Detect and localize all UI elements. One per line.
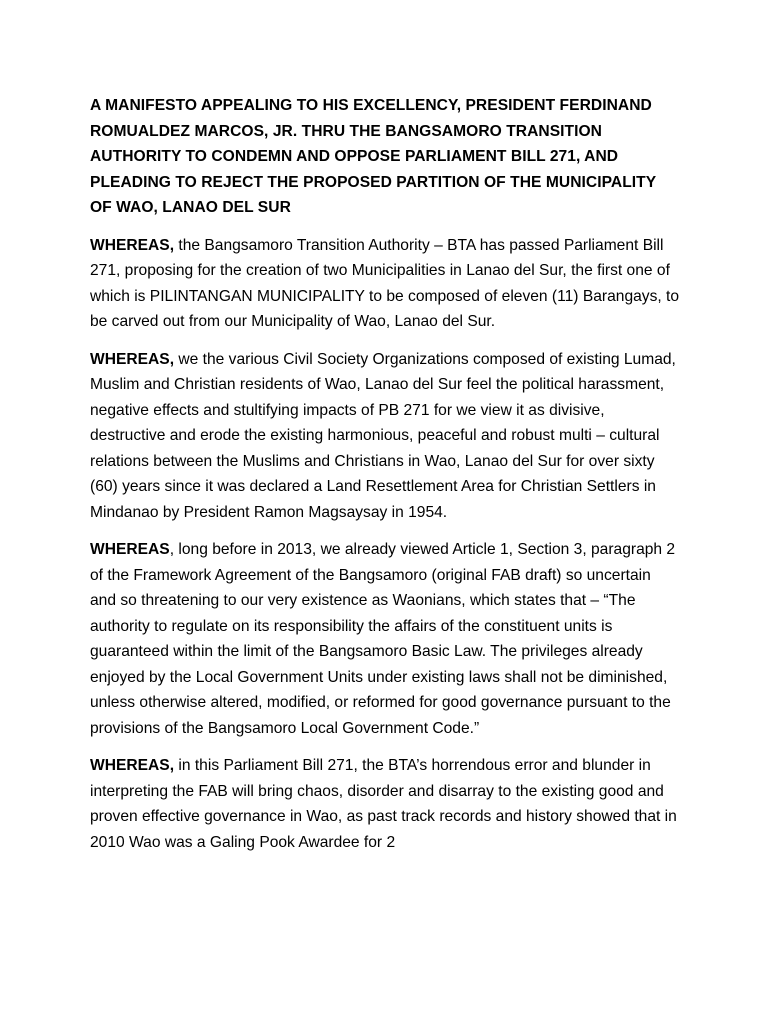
paragraph-text: we the various Civil Society Organizations composed of existing Lumad, Muslim and Christian residents of Wao, Lanao del Sur feel the political harassment, negative effects and stultifying impacts of PB 271 for we view it as divisive, destructive and erode the existing harmonious, peaceful and robust multi – cultural relations between the Muslims and Christians in Wao, Lanao del Sur for over sixty (60) years since it was declared a Land Resettlement Area for Christian Settlers in Mindanao by President Ramon Magsaysay in 1954. xyxy=(90,350,676,521)
whereas-keyword: WHEREAS, xyxy=(90,757,175,774)
whereas-keyword: WHEREAS, xyxy=(90,350,175,368)
paragraph-text: in this Parliament Bill 271, the BTA’s horrendous error and blunder in interpreting the FAB will bring chaos, disorder and disarray to the existing good and proven effective governance in Wao, as past track records and history showed that in 2010 Wao was a Galing Pook Awardee for 2 xyxy=(90,757,677,851)
whereas-paragraph-2 xyxy=(90,347,680,526)
whereas-keyword: WHEREAS xyxy=(90,541,170,558)
manifesto-title: A MANIFESTO APPEALING TO HIS EXCELLENCY, PRESIDENT FERDINAND ROMUALDEZ MARCOS, JR. THRU THE BANGSAMORO TRANSITION AUTHORITY TO CONDEMN AND OPPOSE PARLIAMENT BILL 271, AND PLEADING TO REJECT THE PROPOSED PARTITION OF THE MUNICIPALITY OF WAO, LANAO DEL SUR xyxy=(90,97,656,216)
whereas-paragraph-1 xyxy=(90,233,680,335)
whereas-paragraph-3 xyxy=(90,537,680,741)
paragraph-text: the Bangsamoro Transition Authority – BTA has passed Parliament Bill 271, proposing for the creation of two Municipalities in Lanao del Sur, the first one of which is PILINTANGAN MUNICIPALITY to be composed of eleven (11) Barangays, to be carved out from our Municipality of Wao, Lanao del Sur. xyxy=(90,236,680,330)
document-body xyxy=(90,93,680,867)
whereas-keyword: WHEREAS, xyxy=(90,236,175,254)
whereas-paragraph-4 xyxy=(90,753,680,855)
paragraph-text: , long before in 2013, we already viewed Article 1, Section 3, paragraph 2 of the Framework Agreement of the Bangsamoro (original FAB draft) so uncertain and so threatening to our very existence as Waonians, which states that – “The authority to regulate on its responsibility the affairs of the constituent units is guaranteed within the limit of the Bangsamoro Basic Law. The privileges already enjoyed by the Local Government Units under existing laws shall not be diminished, unless otherwise altered, modified, or reformed for good governance pursuant to the provisions of the Bangsamoro Local Government Code.” xyxy=(90,541,676,737)
